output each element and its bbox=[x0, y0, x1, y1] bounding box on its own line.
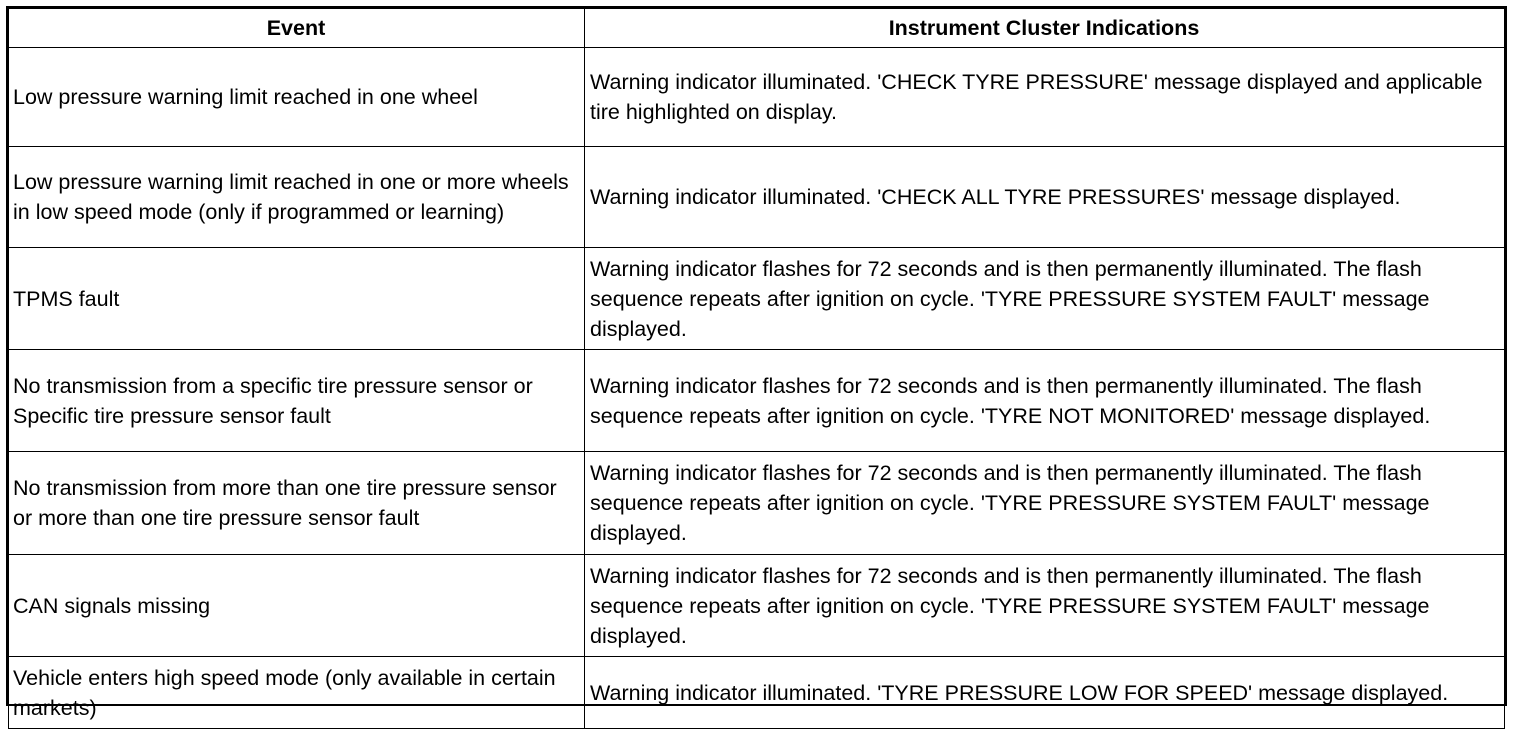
event-indications-table bbox=[8, 8, 1505, 729]
event-cell: TPMS fault bbox=[9, 248, 585, 350]
indication-cell: Warning indicator flashes for 72 seconds and is then permanently illuminated. The flash sequence repeats after ignition on cycle. 'TYRE PRESSURE SYSTEM FAULT' message displayed. bbox=[585, 248, 1505, 350]
table-row bbox=[9, 452, 1505, 555]
indications-table-container bbox=[6, 6, 1507, 720]
header-instrument-cluster-indications: Instrument Cluster Indications bbox=[585, 9, 1505, 48]
event-cell: Low pressure warning limit reached in one or more wheels in low speed mode (only if programmed or learning) bbox=[9, 147, 585, 248]
event-cell: Vehicle enters high speed mode (only available in certain markets) bbox=[9, 657, 585, 729]
event-cell: No transmission from a specific tire pressure sensor or Specific tire pressure sensor fault bbox=[9, 350, 585, 452]
event-cell: Low pressure warning limit reached in one wheel bbox=[9, 48, 585, 147]
event-cell: No transmission from more than one tire pressure sensor or more than one tire pressure sensor fault bbox=[9, 452, 585, 555]
header-event: Event bbox=[9, 9, 585, 48]
table-row bbox=[9, 248, 1505, 350]
table-row bbox=[9, 48, 1505, 147]
table-header-row bbox=[9, 9, 1505, 48]
table-row bbox=[9, 555, 1505, 657]
table-row bbox=[9, 657, 1505, 729]
indication-cell: Warning indicator flashes for 72 seconds and is then permanently illuminated. The flash sequence repeats after ignition on cycle. 'TYRE PRESSURE SYSTEM FAULT' message displayed. bbox=[585, 452, 1505, 555]
table-row bbox=[9, 350, 1505, 452]
indication-cell: Warning indicator illuminated. 'CHECK TYRE PRESSURE' message displayed and applicable tire highlighted on display. bbox=[585, 48, 1505, 147]
indication-cell: Warning indicator illuminated. 'TYRE PRESSURE LOW FOR SPEED' message displayed. bbox=[585, 657, 1505, 729]
indication-cell: Warning indicator flashes for 72 seconds and is then permanently illuminated. The flash sequence repeats after ignition on cycle. 'TYRE NOT MONITORED' message displayed. bbox=[585, 350, 1505, 452]
event-cell: CAN signals missing bbox=[9, 555, 585, 657]
indication-cell: Warning indicator illuminated. 'CHECK ALL TYRE PRESSURES' message displayed. bbox=[585, 147, 1505, 248]
indication-cell: Warning indicator flashes for 72 seconds and is then permanently illuminated. The flash sequence repeats after ignition on cycle. 'TYRE PRESSURE SYSTEM FAULT' message displayed. bbox=[585, 555, 1505, 657]
table-row bbox=[9, 147, 1505, 248]
